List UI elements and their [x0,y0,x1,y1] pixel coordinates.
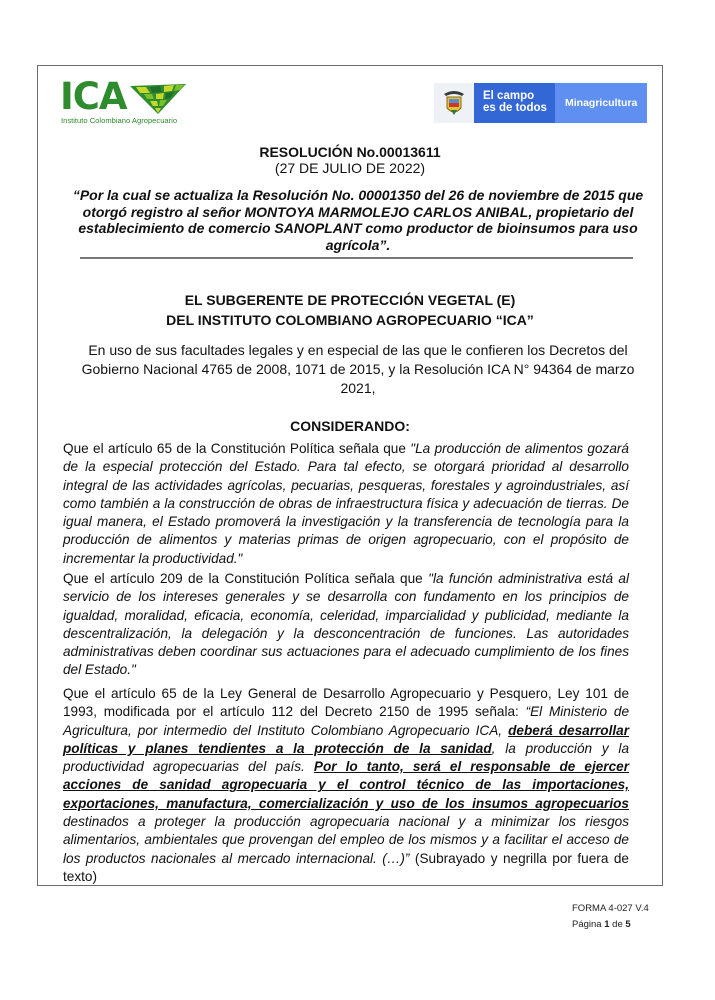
page-indicator [572,919,631,930]
paragraph-quote-a: “El Ministerio de Agricultura, por intermedio del Instituto Colombiano Agropecuario ICA, [63,704,630,738]
legal-faculties: En uso de sus facultades legales y en especial de las que le confieren los Decretos del Gobierno Nacional 4765 de 2008, 1071 de 2015, y la Resolución ICA N° 94364 de marzo 2021, [81,342,635,396]
ministry-label: Minagricultura [555,83,647,123]
page-label: Página [572,919,602,930]
paragraph-quote: "la función administrativa está al servicio de los intereses generales y se desarrolla con fundamento en los principios de igualdad, moralidad, eficacia, economía, celeridad, imparcialidad y publicidad, mediante la descentralización, la delegación y la desconcentración de funciones. Las autoridades administrativas deben coordinar sus actuaciones para el adecuado cumplimiento de los fines del Estado." [63,571,630,678]
gov-logo [434,83,647,123]
form-code: FORMA 4-027 V.4 [572,903,649,914]
title-separator [80,257,633,259]
paragraph-intro: Que el artículo 65 de la Ley General de Desarrollo Agropecuario y Pesquero, Ley 101 de 1993, modificada por el artículo 112 del Decreto 2150 de 1995 señala: [63,686,629,720]
page-total: 5 [625,919,631,930]
page-current: 1 [604,919,610,930]
ica-wordmark: ICA [60,75,127,118]
paragraph-quote: "La producción de alimentos gozará de la especial protección del Estado. Para tal efecto, se otorgará prioridad al desarrollo integral de las actividades agrícolas, pecuarias, pesqueras, forestales y agroindustriales, así como también a la construcción de obras de infraestructura física y adecuación de tierras. De igual manera, el Estado promoverá la investigación y la transferencia de tecnología para la producción de alimentos y materias primas de origen agropecuario, con el propósito de incrementar la productividad." [63,441,629,566]
issuing-authority [37,290,663,330]
slogan-line-2: es de todos [483,101,547,114]
paragraph-quote-b: , la producción y la productividad agropecuarias del país. [63,740,630,775]
considerando-paragraph-1 [63,440,629,568]
paragraph-intro: Que el artículo 65 de la Constitución Política señala que [63,441,411,456]
page-of: de [612,919,623,930]
ica-checkered-check-icon [130,84,186,114]
resolution-subject: “Por la cual se actualiza la Resolución No. 00001350 del 26 de noviembre de 2015 que otorgó registro al señor MONTOYA MARMOLEJO CARLOS ANIBAL, propietario del establecimiento de comercio SANOPLANT como productor de bioinsumos para uso agrícola”. [72,187,644,253]
considerando-paragraph-3 [63,685,629,886]
considerando-heading: CONSIDERANDO: [290,418,410,434]
authority-line-2: DEL INSTITUTO COLOMBIANO AGROPECUARIO “ICA” [166,312,534,328]
resolution-title: RESOLUCIÓN No.00013611 [259,144,441,160]
resolution-date: (27 DE JULIO DE 2022) [274,160,426,176]
emphasized-text-b: Por lo tanto, será el responsable de ejercer acciones de sanidad agropecuaria y el control técnico de las importaciones, exportaciones, manufactura, comercialización y uso de los insumos agropecuarios [63,759,629,811]
el-campo-slogan [474,83,555,123]
paragraph-quote-c: destinados a proteger la producción agropecuaria nacional y a minimizar los riesgos alimentarios, ambientales que provengan del empleo de los mismos y a facilitar el acceso de los productos nacionales al mercado internacional. (…)” [63,814,629,866]
slogan-line-1: El campo [483,90,535,102]
coat-of-arms-icon [434,83,474,123]
considerando-paragraph-2 [63,570,629,680]
authority-line-1: EL SUBGERENTE DE PROTECCIÓN VEGETAL (E) [184,292,516,308]
emphasized-text-a: deberá desarrollar políticas y planes tendientes a la protección de la sanidad [63,722,629,756]
ica-subtitle: Instituto Colombiano Agropecuario [61,116,178,125]
paragraph-intro: Que el artículo 209 de la Constitución Política señala que [63,571,429,586]
paragraph-note: (Subrayado y negrilla por fuera de texto) [63,850,629,884]
ica-logo [60,75,190,128]
